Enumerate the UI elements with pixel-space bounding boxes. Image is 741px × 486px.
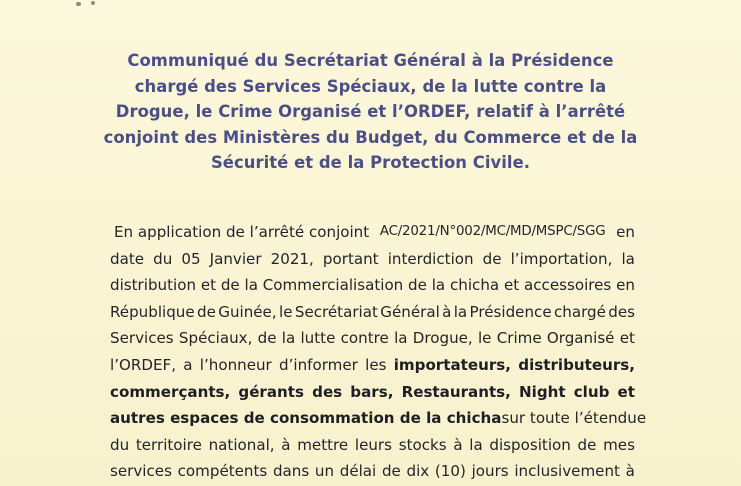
body-word: la [453, 302, 468, 321]
body-word: de [197, 302, 216, 321]
body-word: le [279, 302, 293, 321]
body-word: à [281, 435, 291, 454]
body-word: Présidence [469, 302, 552, 321]
body-word: de [408, 276, 427, 295]
body-word: un [314, 462, 335, 481]
body-line [110, 405, 647, 432]
decree-reference: AC/2021/N°002/MC/MD/MSPC/SGG [379, 224, 606, 239]
body-word: a [183, 355, 193, 374]
body-word: contre [340, 329, 389, 348]
body-word: du [110, 435, 130, 454]
body-word: des [608, 302, 635, 321]
body-word: mettre [297, 435, 349, 454]
body-word: et [200, 276, 217, 295]
body-word: Services [110, 329, 174, 348]
body-word: de [257, 329, 277, 348]
body-word: dans [272, 462, 310, 481]
body-word: Général [380, 302, 440, 321]
paper-speck [91, 1, 95, 5]
body-word: disposition [489, 435, 571, 454]
body-word: 2021, [270, 249, 314, 268]
body-word: l’honneur [199, 355, 272, 374]
body-word: Spéciaux, [178, 329, 253, 348]
body-line [110, 299, 635, 326]
communique-body [110, 219, 647, 485]
body-word: les [365, 355, 387, 374]
body-word: (10) [434, 462, 466, 481]
body-line [110, 272, 635, 299]
body-word: la [469, 435, 483, 454]
body-word: stocks [398, 435, 447, 454]
body-text-segment: En application de l’arrêté conjoint [114, 223, 370, 241]
body-word-bold: importateurs, [393, 355, 512, 374]
body-word: dix [406, 462, 430, 481]
body-word: portant [322, 249, 379, 268]
body-word-bold: des [312, 382, 343, 401]
body-word: la [431, 276, 446, 295]
body-word: la [244, 276, 258, 295]
body-line [110, 379, 635, 406]
body-word-bold: distributeurs, [518, 355, 635, 374]
body-word: accessoires [523, 276, 612, 295]
body-word: et [619, 329, 635, 348]
body-word: l’ORDEF, [110, 355, 176, 374]
body-word-bold: et [617, 382, 635, 401]
body-word: à [625, 462, 635, 481]
body-word: de [577, 435, 597, 454]
body-word: la [621, 249, 635, 268]
body-word: République [110, 302, 195, 321]
body-line [110, 219, 635, 246]
body-word-bold: Restaurants, [401, 382, 511, 401]
body-word: Organisé [546, 329, 615, 348]
body-word: territoire [135, 435, 202, 454]
body-word: interdiction [387, 249, 474, 268]
body-word: du [153, 249, 173, 268]
body-word: jours [471, 462, 509, 481]
body-word: la [281, 329, 296, 348]
body-word: compétents [177, 462, 268, 481]
body-word: de [381, 462, 401, 481]
body-word: Commercialisation [262, 276, 404, 295]
body-line [110, 352, 635, 379]
body-word-bold: Night [519, 382, 566, 401]
title-line: chargé des Services Spéciaux, de la lutte contre la [134, 76, 607, 96]
body-word: Drogue, [412, 329, 473, 348]
body-word: et [503, 276, 520, 295]
body-word: chargé [553, 302, 606, 321]
body-word: date [110, 249, 145, 268]
body-word: services [110, 462, 172, 481]
body-text-segment: sur toute l’étendue [501, 409, 647, 428]
body-word-bold: bars, [350, 382, 394, 401]
title-line: conjoint des Ministères du Budget, du Commerce et de la [103, 127, 638, 147]
title-line: Sécurité et de la Protection Civile. [210, 153, 531, 172]
body-word: lutte [300, 329, 336, 348]
body-word: national, [208, 435, 275, 454]
body-word: de [220, 276, 240, 295]
body-line [110, 325, 635, 352]
body-word: la [394, 329, 408, 348]
body-line [110, 458, 635, 485]
body-word: mes [603, 435, 635, 454]
body-word: Guinée, [218, 302, 277, 321]
body-word-bold: gérants [238, 382, 305, 401]
body-text-segment: en [616, 223, 635, 241]
body-word: chicha [449, 276, 500, 295]
body-word: de [482, 249, 502, 268]
body-word: d’informer [279, 355, 358, 374]
body-phrase-bold: autres espaces de consommation de la chicha [110, 409, 502, 428]
body-word: 05 [181, 249, 201, 268]
body-word: Janvier [209, 249, 262, 268]
body-word: inclusivement [514, 462, 620, 481]
body-line [110, 432, 635, 459]
body-word: distribution [110, 276, 197, 295]
body-word: le [477, 329, 492, 348]
body-word: à [442, 302, 452, 321]
body-word: l’importation, [510, 249, 613, 268]
body-line [110, 246, 635, 273]
communique-title [90, 48, 651, 176]
body-word: leurs [354, 435, 393, 454]
body-word-bold: commerçants, [110, 382, 231, 401]
body-word: délai [339, 462, 377, 481]
body-word: à [453, 435, 463, 454]
body-word: Crime [496, 329, 542, 348]
body-word: en [616, 276, 635, 295]
paper-speck [76, 2, 81, 6]
title-line: Drogue, le Crime Organisé et l’ORDEF, relatif à l’arrêté [115, 102, 626, 121]
title-line: Communiqué du Secrétariat Général à la Présidence [127, 51, 614, 70]
body-word-bold: club [573, 382, 610, 401]
body-word: Secrétariat [294, 302, 378, 321]
